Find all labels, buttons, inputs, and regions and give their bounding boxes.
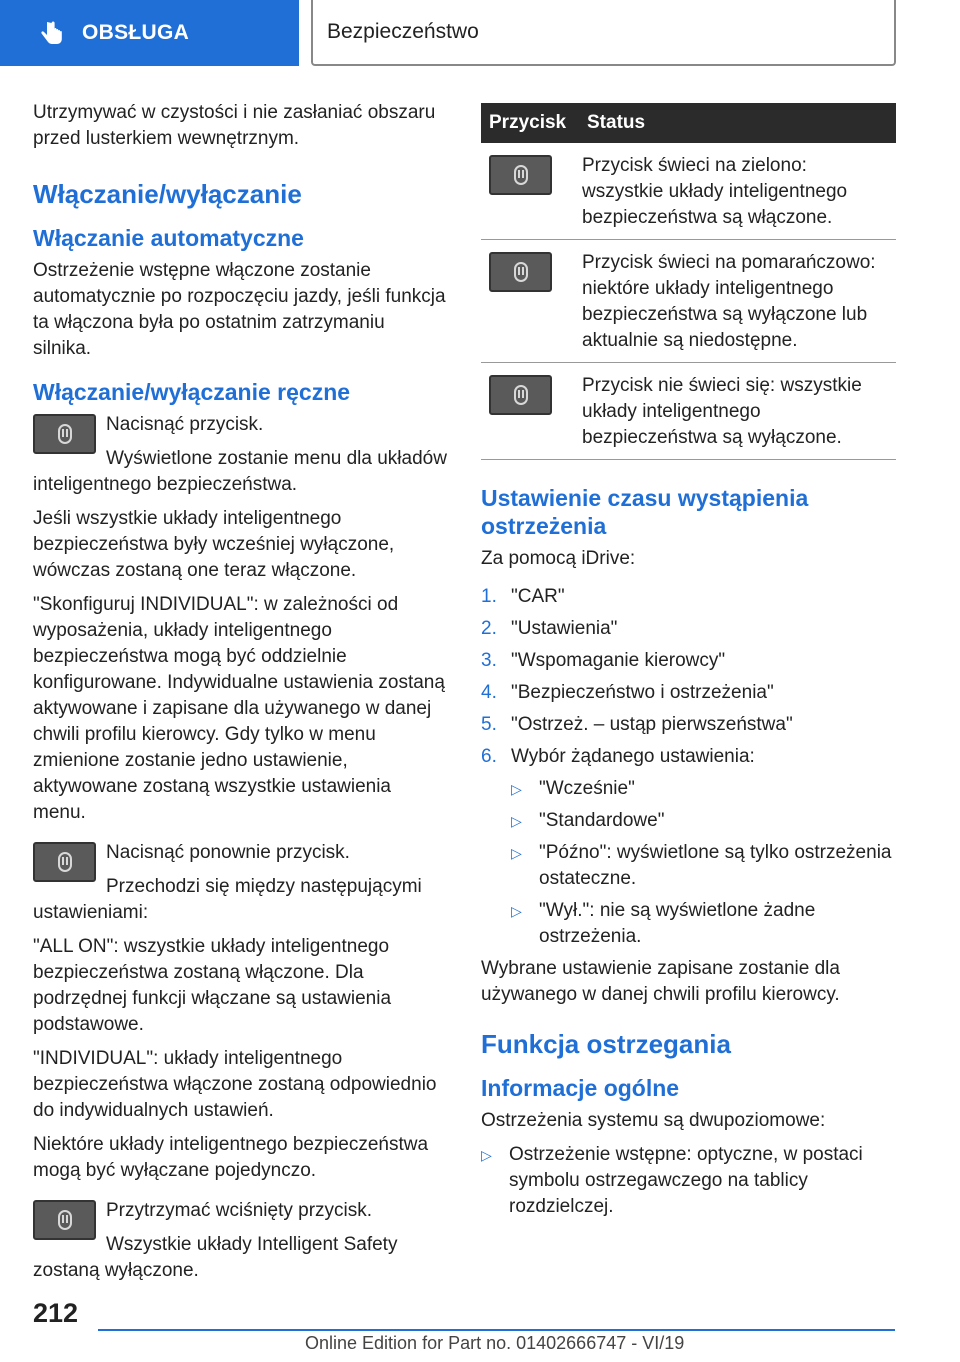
footer-divider [98, 1329, 895, 1331]
heading-warning-function: Funkcja ostrzegania [481, 1029, 731, 1059]
triangle-bullet-icon: ▷ [511, 903, 522, 919]
left-column [33, 100, 448, 1292]
status-table [481, 103, 896, 460]
safety-button-icon [58, 1210, 72, 1230]
warning-list [481, 1142, 896, 1220]
triangle-bullet-icon: ▷ [511, 845, 522, 861]
list-item: ▷ "Wył.": nie są wyświetlone żadne ostrzeżenia. [511, 898, 896, 950]
general-text: Ostrzeżenia systemu są dwupoziomowe: [481, 1110, 826, 1131]
safety-button-image [489, 155, 552, 195]
heading-general: Informacje ogólne [481, 1075, 680, 1101]
menu-text: Wyświetlone zostanie menu dla układów inteligentnego bezpieczeństwa. [33, 448, 447, 495]
list-item: ▷ "Standardowe" [511, 808, 896, 834]
table-header-button: Przycisk [481, 103, 579, 143]
safety-button-image [489, 252, 552, 292]
individual-2-text: "INDIVIDUAL": układy inteligentnego bezpieczeństwa włączone zostaną odpowiednio do indywidualnych ustawień. [33, 1048, 437, 1121]
list-item: 6. Wybór żądanego ustawienia: [481, 746, 755, 767]
safety-button-icon [514, 165, 528, 185]
status-cell: Przycisk świeci na pomarańczowo: niektóre układy inteligentnego bezpieczeństwa są wyłączone lub aktualnie są niedostępne. [579, 240, 896, 363]
table-header-status: Status [579, 103, 896, 143]
safety-button-icon [58, 852, 72, 872]
chapter-tab-label: OBSŁUGA [82, 21, 190, 44]
list-item: 1. "CAR" [481, 586, 565, 607]
triangle-bullet-icon: ▷ [511, 813, 522, 829]
some-off-text: Niektóre układy inteligentnego bezpieczeństwa mogą być wyłączane pojedynczo. [33, 1134, 429, 1181]
off-text: Wszystkie układy Intelligent Safety zostaną wyłączone. [33, 1234, 398, 1281]
heading-auto: Włączanie automatyczne [33, 225, 304, 251]
idrive-text: Za pomocą iDrive: [481, 548, 636, 569]
list-item: ▷ Ostrzeżenie wstępne: optyczne, w postaci symbolu ostrzegawczego na tablicy rozdzielczej. [481, 1142, 896, 1220]
safety-button-icon [514, 262, 528, 282]
all-on-text: "ALL ON": wszystkie układy inteligentnego bezpieczeństwa zostaną włączone. Dla podrzędnej funkcji włączane są ustawienia podstawowe. [33, 936, 392, 1035]
safety-button-image [33, 1200, 96, 1240]
saved-text: Wybrane ustawienie zapisane zostanie dla używanego w danej chwili profilu kierowcy. [481, 958, 840, 1005]
switch-text: Przechodzi się między następującymi ustawieniami: [33, 876, 422, 923]
triangle-bullet-icon: ▷ [511, 781, 522, 797]
page-number: 212 [33, 1298, 79, 1328]
all-off-text: Jeśli wszystkie układy inteligentnego bezpieczeństwa były wcześniej wyłączone, wówczas zostaną one teraz włączone. [33, 508, 395, 581]
chapter-tab[interactable] [0, 0, 299, 66]
heading-on-off: Włączanie/wyłączanie [33, 179, 302, 209]
table-row [481, 240, 896, 363]
table-row [481, 363, 896, 460]
press-instruction-2: Nacisnąć ponownie przycisk. [106, 842, 350, 863]
section-title: Bezpieczeństwo [311, 0, 896, 66]
status-cell: Przycisk świeci na zielono: wszystkie układy inteligentnego bezpieczeństwa są włączone. [579, 143, 896, 240]
press-instruction-1: Nacisnąć przycisk. [106, 414, 264, 435]
options-list [511, 776, 896, 950]
list-item: ▷ "Wcześnie" [511, 776, 896, 802]
page-header [0, 0, 960, 66]
status-cell: Przycisk nie świeci się: wszystkie układy inteligentnego bezpieczeństwa są wyłączone. [579, 363, 896, 460]
auto-text: Ostrzeżenie wstępne włączone zostanie automatycznie po rozpoczęciu jazdy, jeśli funkcja ta włączona była po ostatnim zatrzymaniu silnika. [33, 260, 446, 359]
press-instruction-3: Przytrzymać wciśnięty przycisk. [106, 1200, 373, 1221]
list-item: 5. "Ostrzeż. – ustąp pierwszeństwa" [481, 714, 793, 735]
list-item: 2. "Ustawienia" [481, 618, 618, 639]
hand-pointer-icon [38, 20, 64, 46]
intro-text: Utrzymywać w czystości i nie zasłaniać obszaru przed lusterkiem wewnętrznym. [33, 102, 436, 149]
edition-text: Online Edition for Part no. 01402666747 - VI/19 [305, 1333, 685, 1353]
safety-button-image [33, 842, 96, 882]
list-item: ▷ "Późno": wyświetlone są tylko ostrzeżenia ostateczne. [511, 840, 896, 892]
safety-button-image [33, 414, 96, 454]
steps-list [481, 584, 896, 770]
safety-button-icon [58, 424, 72, 444]
list-item: 4. "Bezpieczeństwo i ostrzeżenia" [481, 682, 774, 703]
heading-manual: Włączanie/wyłączanie ręczne [33, 379, 351, 405]
list-item: 3. "Wspomaganie kierowcy" [481, 650, 726, 671]
safety-button-icon [514, 385, 528, 405]
safety-button-image [489, 375, 552, 415]
table-row [481, 143, 896, 240]
right-column [481, 103, 896, 1226]
individual-text: "Skonfiguruj INDIVIDUAL": w zależności od wyposażenia, układy inteligentnego bezpieczeństwa mogą być oddzielnie konfigurowane. Indywidualne ustawienia zostaną aktywowane i zapisane dla używanego w danej chwili profilu kierowcy. Gdy tylko w menu zmienione zostanie jedno ustawienie, aktywowane zostaną wszystkie ustawienia menu. [33, 594, 445, 823]
triangle-bullet-icon: ▷ [481, 1147, 492, 1163]
heading-warning-time: Ustawienie czasu wystąpienia ostrzeżenia [481, 485, 809, 539]
